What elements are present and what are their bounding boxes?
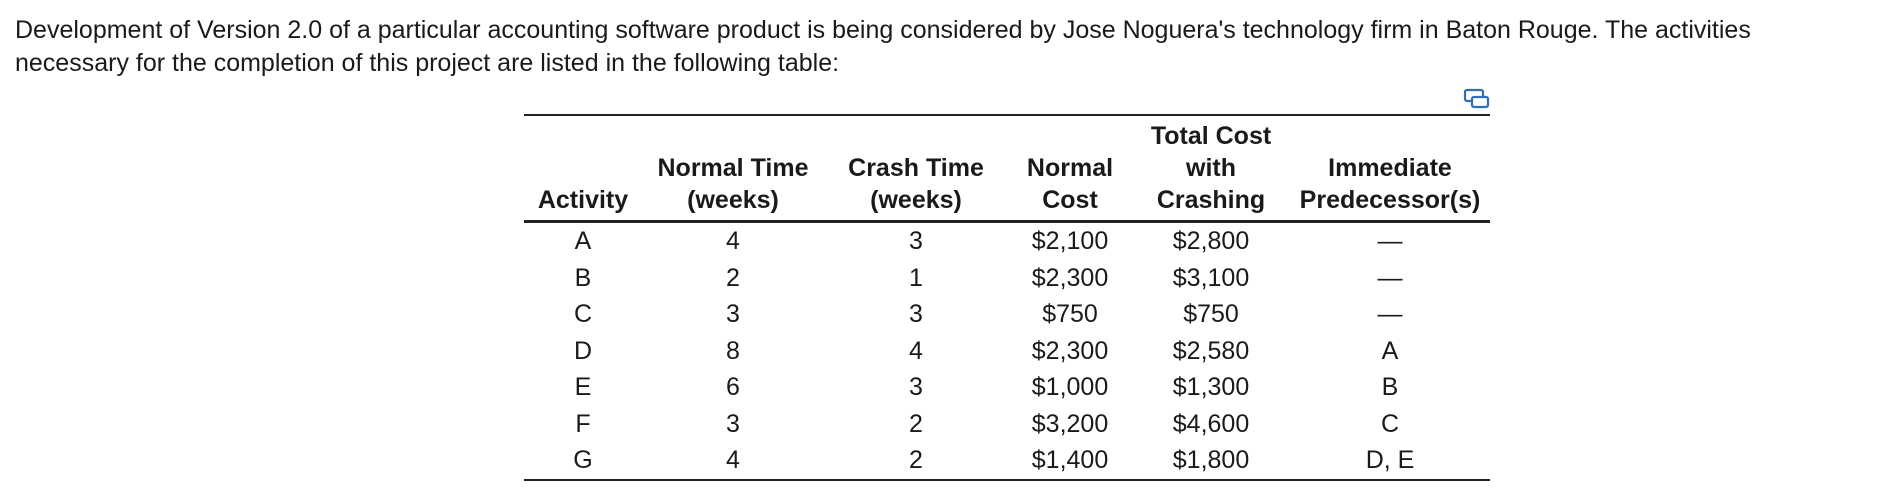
header-normal-time: Normal Time (weeks) <box>642 116 824 222</box>
cell-activity: F <box>575 409 591 438</box>
cell-predecessors: A <box>1381 336 1399 365</box>
cell-normal-cost: $750 <box>1042 300 1098 328</box>
table-row <box>524 406 1490 443</box>
cell-crash-time: 3 <box>909 373 923 401</box>
cell-total-cost: $2,580 <box>1172 336 1250 365</box>
cell-total-cost: $2,800 <box>1172 227 1250 255</box>
cell-activity: C <box>573 300 593 328</box>
cell-crash-time: 3 <box>909 300 923 328</box>
cell-normal-time: 4 <box>642 442 824 480</box>
header-activity: Activity <box>524 116 642 222</box>
cell-activity: B <box>574 263 592 292</box>
table-row <box>524 442 1490 480</box>
cell-crash-time: 2 <box>909 409 923 438</box>
cell-activity: G <box>524 442 642 480</box>
cell-normal-cost: $2,100 <box>1031 227 1109 255</box>
cell-normal-time: 2 <box>726 263 740 292</box>
cell-crash-time: 3 <box>909 227 923 255</box>
table-row <box>524 260 1490 297</box>
cell-normal-cost: $2,300 <box>1031 263 1109 292</box>
copy-icon[interactable] <box>1463 88 1491 110</box>
cell-total-cost: $1,300 <box>1172 373 1250 401</box>
cell-normal-cost: $2,300 <box>1031 336 1109 365</box>
cell-predecessors: B <box>1381 373 1399 401</box>
header-immediate-predecessors: Immediate Predecessor(s) <box>1290 116 1490 222</box>
cell-normal-time: 3 <box>726 300 740 328</box>
table-row <box>524 296 1490 333</box>
cell-total-cost: $750 <box>1183 300 1239 328</box>
cell-predecessors: — <box>1377 263 1403 292</box>
header-total-cost-with-crashing: Total Cost with Crashing <box>1132 116 1290 222</box>
problem-statement: Development of Version 2.0 of a particular accounting software product is being considered by Jose Noguera's technology firm in Baton Rouge. The activities necessary for the completion of this project are listed in the following table: <box>15 16 1751 77</box>
cell-normal-time: 3 <box>726 409 740 438</box>
cell-total-cost: $1,800 <box>1132 442 1290 480</box>
cell-normal-time: 4 <box>726 227 740 255</box>
cell-normal-cost: $1,400 <box>1008 442 1132 480</box>
cell-predecessors: D, E <box>1290 442 1490 480</box>
header-crash-time: Crash Time (weeks) <box>824 116 1008 222</box>
cell-normal-cost: $3,200 <box>1031 409 1109 438</box>
cell-crash-time: 2 <box>824 442 1008 480</box>
cell-predecessors: — <box>1377 227 1403 255</box>
cell-total-cost: $4,600 <box>1172 409 1250 438</box>
cell-total-cost: $3,100 <box>1172 263 1250 292</box>
table-row <box>524 333 1490 370</box>
cell-predecessors: C <box>1380 409 1400 438</box>
cell-crash-time: 1 <box>909 263 923 292</box>
activity-table <box>524 114 1490 481</box>
cell-normal-time: 6 <box>726 373 740 401</box>
table-header-row <box>524 116 1490 222</box>
cell-normal-cost: $1,000 <box>1031 373 1109 401</box>
cell-crash-time: 4 <box>909 336 923 365</box>
cell-normal-time: 8 <box>726 336 740 365</box>
table-row <box>524 369 1490 406</box>
cell-activity: A <box>574 227 592 255</box>
cell-activity: E <box>574 373 592 401</box>
cell-predecessors: — <box>1377 300 1403 328</box>
table-row <box>524 222 1490 260</box>
header-normal-cost: Normal Cost <box>1008 116 1132 222</box>
activity-table-container <box>524 114 1490 481</box>
cell-activity: D <box>573 336 593 365</box>
